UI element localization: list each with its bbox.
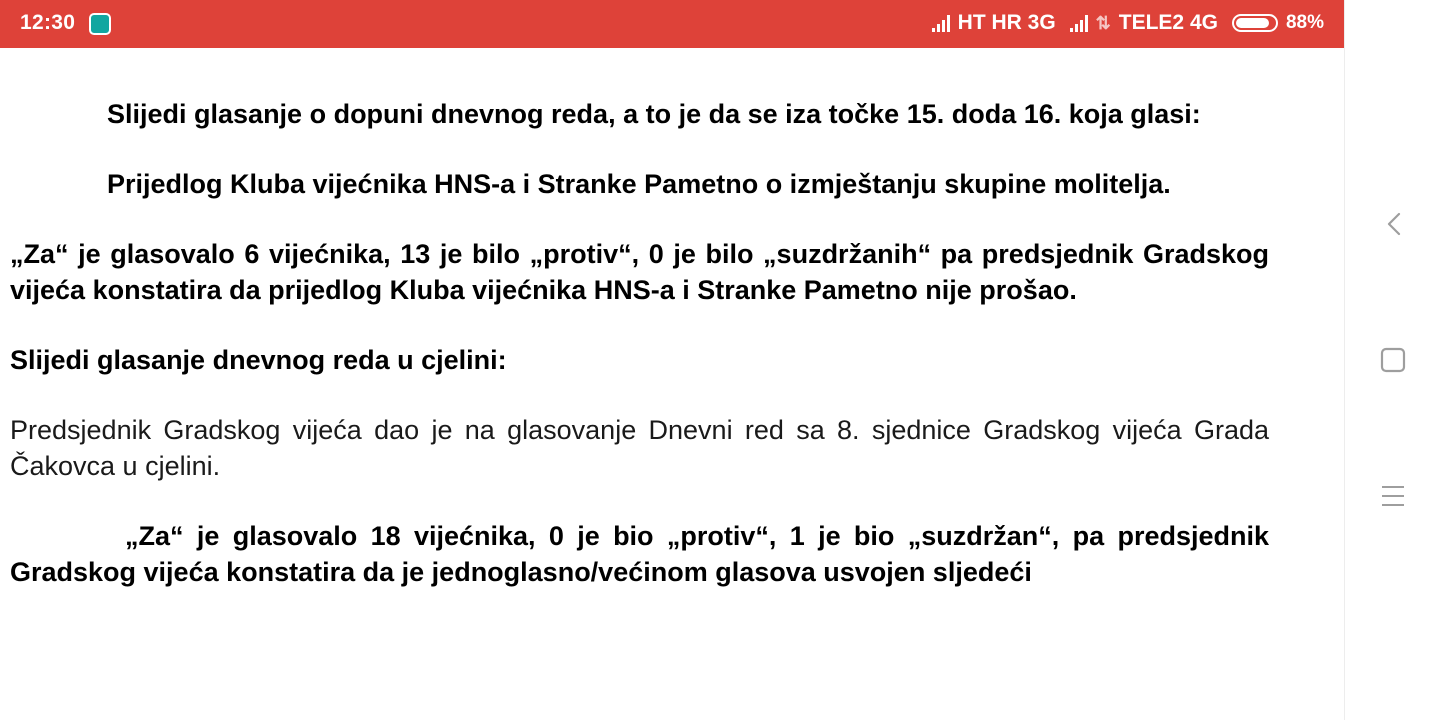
paragraph-president-statement: Predsjednik Gradskog vijeća dao je na glasovanje Dnevni red sa 8. sjednice Gradskog vijeća Grada Čakovca u cjelini. <box>10 415 1269 481</box>
carrier-2-label: TELE2 4G <box>1118 11 1218 34</box>
signal-icon <box>932 14 950 32</box>
back-icon <box>1363 194 1423 254</box>
battery-icon <box>1232 14 1278 32</box>
paragraph-vote-result-1: „Za“ je glasovalo 6 vijećnika, 13 je bilo „protiv“, 0 je bilo „suzdržanih“ pa predsjednik Gradskog vijeća konstatira da prijedlog Kluba vijećnika HNS-a i Stranke Pametno nije prošao. <box>10 239 1269 305</box>
status-indicators <box>932 11 1324 35</box>
status-bar <box>0 0 1344 48</box>
home-icon <box>1363 330 1423 390</box>
data-transfer-icon: ⇅ <box>1095 12 1111 33</box>
carrier-1-label: HT HR 3G <box>957 11 1056 34</box>
battery-fill <box>1236 18 1269 28</box>
signal-icon-2 <box>1070 14 1088 32</box>
paragraph-agenda-vote-heading: Slijedi glasanje dnevnog reda u cjelini: <box>10 345 507 375</box>
home-button[interactable] <box>1363 330 1423 390</box>
battery-percent: 88% <box>1285 12 1324 33</box>
menu-icon <box>1363 466 1423 526</box>
paragraph-vote-result-2: „Za“ je glasovalo 18 vijećnika, 0 je bio „protiv“, 1 je bio „suzdržan“, pa predsjednik Gradskog vijeća konstatira da je jednoglasno/većinom glasova usvojen sljedeći <box>10 521 1269 587</box>
menu-button[interactable] <box>1363 466 1423 526</box>
back-button[interactable] <box>1363 194 1423 254</box>
navigation-bar <box>1344 0 1440 720</box>
document-content <box>10 96 1269 624</box>
status-time: 12:30 <box>20 11 76 34</box>
notification-app-icon <box>89 13 111 35</box>
paragraph-agenda-amendment: Slijedi glasanje o dopuni dnevnog reda, a to je da se iza točke 15. doda 16. koja glasi: <box>107 99 1201 129</box>
paragraph-proposal: Prijedlog Kluba vijećnika HNS-a i Stranke Pametno o izmještanju skupine molitelja. <box>107 169 1171 199</box>
